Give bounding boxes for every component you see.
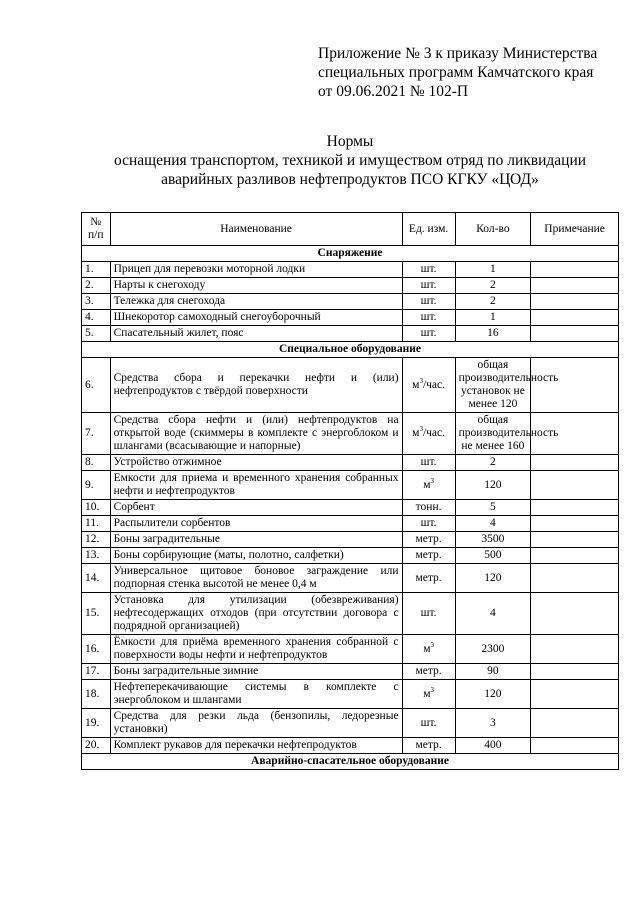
- table-row: [82, 664, 619, 680]
- item-name: Боны заградительные зимние: [110, 664, 402, 680]
- unit-text: шт.: [420, 311, 437, 323]
- unit-cell: [402, 709, 455, 738]
- unit-superscript: 3: [419, 376, 423, 385]
- quantity: 500: [455, 548, 531, 564]
- table-row: [82, 326, 619, 342]
- row-number: 11.: [82, 516, 111, 532]
- unit-superscript: 3: [430, 476, 434, 485]
- title-line: Нормы: [326, 133, 374, 150]
- note: [531, 564, 619, 593]
- item-name: Боны сорбирующие (маты, полотно, салфетки): [110, 548, 402, 564]
- table-row: [82, 635, 619, 664]
- unit-text: м: [423, 687, 431, 700]
- table-row: [82, 358, 619, 413]
- appendix-line: от 09.06.2021 № 102-П: [318, 83, 469, 100]
- item-name: Средства сбора нефти и (или) нефтепродуктов на открытой воде (скиммеры в комплекте с энергоблоком и шлангами (всасывающие и напорные): [110, 413, 402, 455]
- unit-cell: [402, 564, 455, 593]
- table-row: [82, 532, 619, 548]
- section-header-row: [82, 342, 619, 358]
- note: [531, 471, 619, 500]
- unit-text: шт.: [420, 263, 437, 275]
- unit-cell: [402, 500, 455, 516]
- unit-cell: [402, 278, 455, 294]
- table-row: [82, 738, 619, 754]
- table-row: [82, 500, 619, 516]
- item-name: Шнекоротор самоходный снегоуборочный: [110, 310, 402, 326]
- row-number: 5.: [82, 326, 111, 342]
- column-header-number: № п/п: [82, 213, 111, 246]
- quantity: 1: [455, 310, 531, 326]
- item-name: Спасательный жилет, пояс: [110, 326, 402, 342]
- quantity: 2: [455, 294, 531, 310]
- quantity: 5: [455, 500, 531, 516]
- column-header-name: Наименование: [110, 213, 402, 246]
- row-number: 20.: [82, 738, 111, 754]
- unit-cell: [402, 262, 455, 278]
- unit-superscript: 3: [419, 425, 423, 434]
- section-title: Специальное оборудование: [82, 342, 619, 358]
- item-name: Установка для утилизации (обезвреживания) нефтесодержащих отходов (при отсутствии договора с подрядной организацией): [110, 593, 402, 635]
- item-name: Прицеп для перевозки моторной лодки: [110, 262, 402, 278]
- section-header-row: [82, 246, 619, 262]
- quantity: 120: [455, 471, 531, 500]
- note: [531, 738, 619, 754]
- unit-cell: [402, 358, 455, 413]
- unit-text: м: [423, 478, 431, 491]
- quantity: 120: [455, 564, 531, 593]
- item-name: Средства для резки льда (бензопилы, ледорезные установки): [110, 709, 402, 738]
- appendix-reference: [318, 44, 618, 101]
- unit-suffix: /час.: [422, 378, 445, 391]
- row-number: 14.: [82, 564, 111, 593]
- unit-text: шт.: [420, 456, 437, 468]
- quantity: 120: [455, 680, 531, 709]
- column-header-note: Примечание: [531, 213, 619, 246]
- section-title: Аварийно-спасательное оборудование: [82, 754, 619, 770]
- note: [531, 593, 619, 635]
- unit-suffix: /час.: [422, 427, 445, 439]
- row-number: 3.: [82, 294, 111, 310]
- unit-text: метр.: [415, 665, 442, 677]
- row-number: 2.: [82, 278, 111, 294]
- unit-text: м: [412, 427, 420, 439]
- unit-text: тонн.: [415, 501, 442, 513]
- unit-superscript: 3: [430, 685, 434, 694]
- title-line: аварийных разливов нефтепродуктов ПСО КГКУ «ЦОД»: [161, 171, 539, 188]
- row-number: 7.: [82, 413, 111, 455]
- unit-cell: [402, 516, 455, 532]
- unit-text: шт.: [420, 295, 437, 307]
- note: [531, 358, 619, 413]
- row-number: 15.: [82, 593, 111, 635]
- item-name: Емкости для приема и временного хранения собранных нефти и нефтепродуктов: [110, 471, 402, 500]
- row-number: 19.: [82, 709, 111, 738]
- table-row: [82, 709, 619, 738]
- unit-text: шт.: [420, 327, 437, 339]
- note: [531, 532, 619, 548]
- column-header-quantity: Кол-во: [455, 213, 531, 246]
- appendix-line: специальных программ Камчатского края: [318, 64, 594, 81]
- row-number: 12.: [82, 532, 111, 548]
- table-row: [82, 593, 619, 635]
- row-number: 13.: [82, 548, 111, 564]
- row-number: 16.: [82, 635, 111, 664]
- table-row: [82, 680, 619, 709]
- unit-cell: [402, 680, 455, 709]
- quantity: 400: [455, 738, 531, 754]
- unit-cell: [402, 635, 455, 664]
- item-name: Средства сбора и перекачки нефти и (или) нефтепродуктов с твёрдой поверхности: [110, 358, 402, 413]
- row-number: 18.: [82, 680, 111, 709]
- note: [531, 709, 619, 738]
- item-name: Нарты к снегоходу: [110, 278, 402, 294]
- table-row: [82, 564, 619, 593]
- unit-text: метр.: [415, 533, 442, 545]
- unit-text: м: [412, 378, 420, 391]
- row-number: 6.: [82, 358, 111, 413]
- unit-cell: [402, 294, 455, 310]
- unit-cell: [402, 413, 455, 455]
- unit-text: м: [423, 642, 431, 655]
- table-row: [82, 294, 619, 310]
- table-row: [82, 413, 619, 455]
- note: [531, 294, 619, 310]
- column-header-unit: Ед. изм.: [402, 213, 455, 246]
- title-line: оснащения транспортом, техникой и имуществом отряд по ликвидации: [113, 152, 587, 169]
- table-row: [82, 278, 619, 294]
- document-title: [60, 132, 640, 189]
- row-number: 9.: [82, 471, 111, 500]
- row-number: 8.: [82, 455, 111, 471]
- quantity: 2: [455, 455, 531, 471]
- section-header-row: [82, 754, 619, 770]
- unit-text: шт.: [420, 607, 437, 619]
- note: [531, 548, 619, 564]
- unit-text: метр.: [415, 739, 442, 751]
- unit-text: шт.: [420, 279, 437, 291]
- table-body: [82, 246, 619, 770]
- item-name: Распылители сорбентов: [110, 516, 402, 532]
- unit-superscript: 3: [430, 640, 434, 649]
- quantity: 3: [455, 709, 531, 738]
- quantity: 2300: [455, 635, 531, 664]
- table-row: [82, 548, 619, 564]
- table-row: [82, 262, 619, 278]
- note: [531, 500, 619, 516]
- appendix-line: Приложение № 3 к приказу Министерства: [318, 45, 598, 62]
- row-number: 10.: [82, 500, 111, 516]
- row-number: 4.: [82, 310, 111, 326]
- quantity: 2: [455, 278, 531, 294]
- table-row: [82, 471, 619, 500]
- item-name: Устройство отжимное: [110, 455, 402, 471]
- table-row: [82, 455, 619, 471]
- item-name: Универсальное щитовое боновое заграждение или подпорная стенка высотой не менее 0,4 м: [110, 564, 402, 593]
- note: [531, 310, 619, 326]
- unit-cell: [402, 664, 455, 680]
- unit-cell: [402, 548, 455, 564]
- unit-cell: [402, 471, 455, 500]
- table-row: [82, 516, 619, 532]
- quantity: 4: [455, 516, 531, 532]
- note: [531, 680, 619, 709]
- quantity: 90: [455, 664, 531, 680]
- table-header-row: [82, 213, 619, 246]
- note: [531, 326, 619, 342]
- item-name: Комплект рукавов для перекачки нефтепродуктов: [110, 738, 402, 754]
- note: [531, 278, 619, 294]
- item-name: Нефтеперекачивающие системы в комплекте с энергоблоком и шлангами: [110, 680, 402, 709]
- note: [531, 455, 619, 471]
- quantity: общая производительность не менее 160: [455, 413, 531, 455]
- quantity: 1: [455, 262, 531, 278]
- item-name: Ёмкости для приёма временного хранения собранной с поверхности воды нефти и нефтепродуктов: [110, 635, 402, 664]
- note: [531, 262, 619, 278]
- section-title: Снаряжение: [82, 246, 619, 262]
- norms-table: [81, 212, 619, 770]
- unit-text: шт.: [420, 517, 437, 529]
- item-name: Боны заградительные: [110, 532, 402, 548]
- note: [531, 664, 619, 680]
- quantity: 4: [455, 593, 531, 635]
- row-number: 1.: [82, 262, 111, 278]
- note: [531, 516, 619, 532]
- unit-text: шт.: [420, 716, 437, 729]
- unit-text: метр.: [415, 571, 442, 584]
- quantity: общая производительность установок не менее 120: [455, 358, 531, 413]
- unit-text: метр.: [415, 549, 442, 561]
- unit-cell: [402, 326, 455, 342]
- quantity: 3500: [455, 532, 531, 548]
- unit-cell: [402, 455, 455, 471]
- unit-cell: [402, 738, 455, 754]
- item-name: Тележка для снегохода: [110, 294, 402, 310]
- unit-cell: [402, 593, 455, 635]
- table-row: [82, 310, 619, 326]
- unit-cell: [402, 532, 455, 548]
- note: [531, 635, 619, 664]
- quantity: 16: [455, 326, 531, 342]
- item-name: Сорбент: [110, 500, 402, 516]
- row-number: 17.: [82, 664, 111, 680]
- unit-cell: [402, 310, 455, 326]
